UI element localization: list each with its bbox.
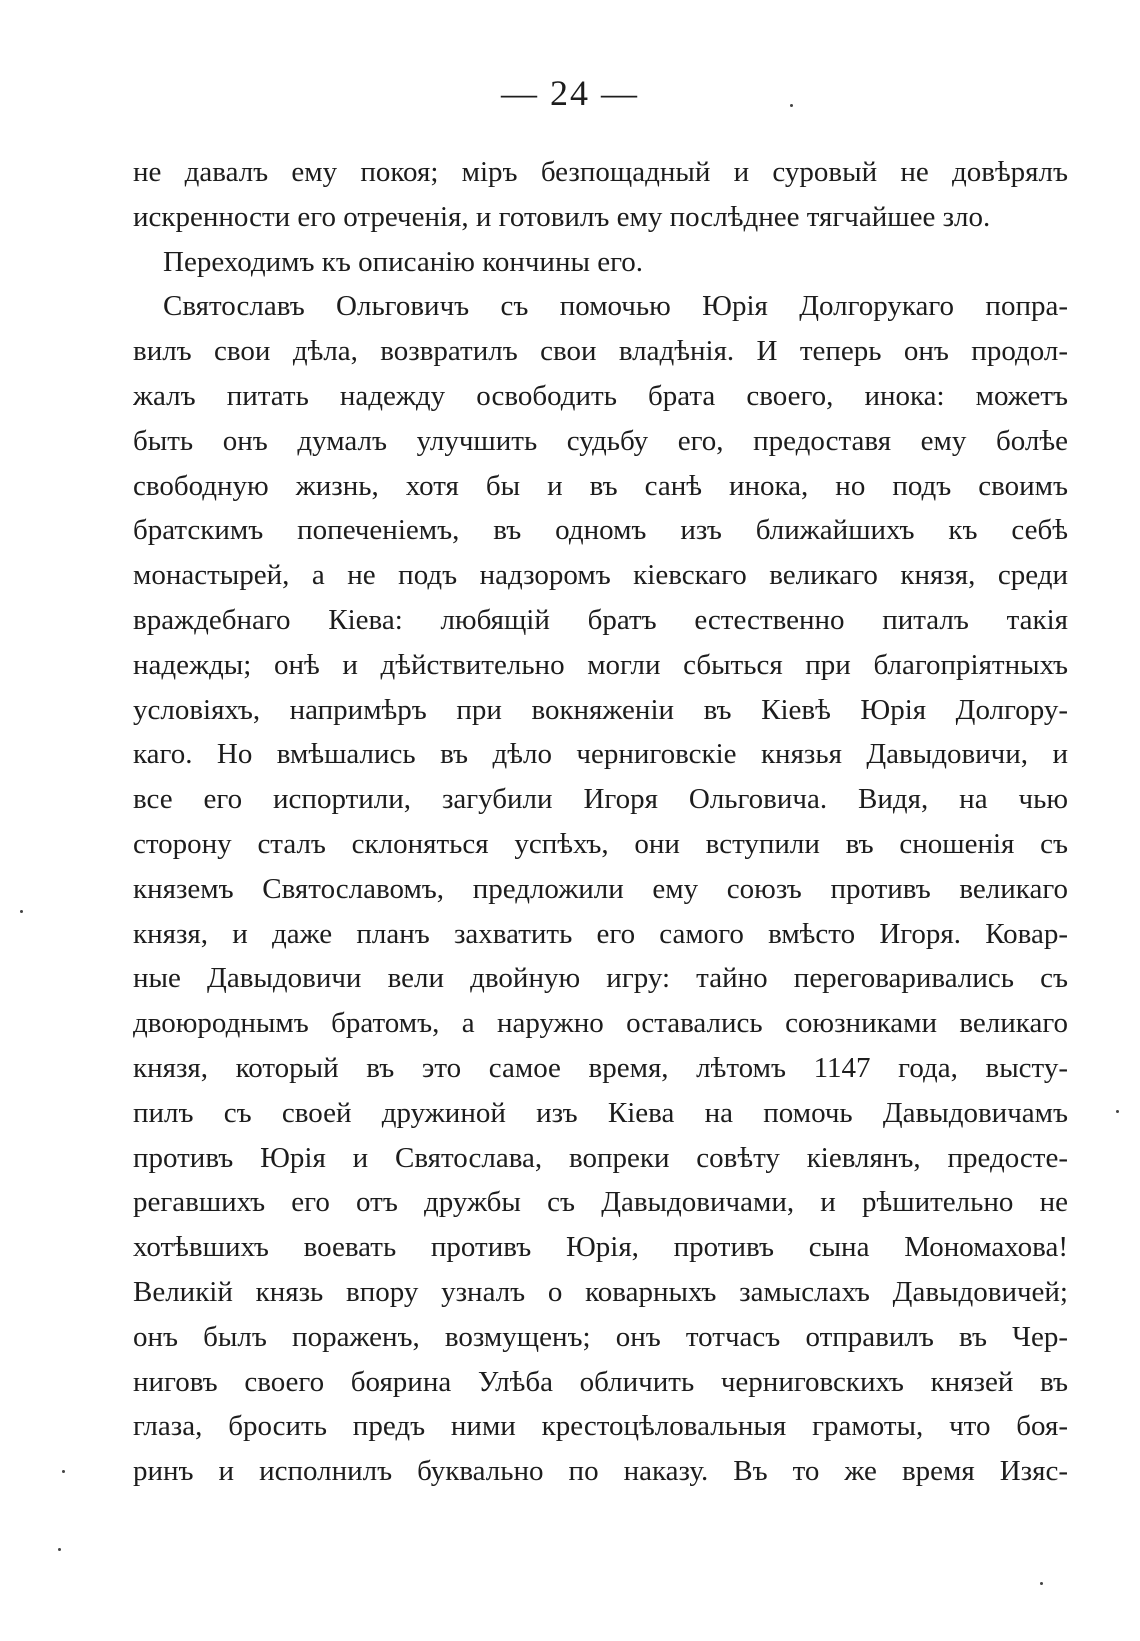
text-line: все его испортили, загубили Игоря Ольговича. Видя, на чью <box>133 783 1068 816</box>
page-number: — 24 — <box>501 73 639 113</box>
text-line: каго. Но вмѣшались въ дѣло черниговскіе князья Давыдовичи, и <box>133 738 1068 771</box>
text-line: ниговъ своего боярина Улѣба обличить черниговскихъ князей въ <box>133 1365 1068 1398</box>
text-line: глаза, бросить предъ ними крестоцѣловальныя грамоты, что боя- <box>133 1410 1068 1443</box>
text-line: условіяхъ, напримѣръ при вокняженіи въ Кіевѣ Юрія Долгору- <box>133 693 1068 726</box>
text-line: князя, и даже планъ захватить его самого вмѣсто Игоря. Ковар- <box>133 917 1068 950</box>
text-line: искренности его отреченія, и готовилъ ему послѣднее тягчайшее зло. <box>133 200 991 233</box>
text-line: ринъ и исполнилъ буквально по наказу. Въ то же время Изяс- <box>133 1455 1068 1488</box>
body-text <box>133 150 1068 1494</box>
text-line: братскимъ попеченіемъ, въ одномъ изъ ближайшихъ къ себѣ <box>133 514 1068 547</box>
text-line: свободную жизнь, хотя бы и въ санѣ инока, но подъ своимъ <box>133 469 1068 502</box>
scan-speck <box>58 1548 61 1551</box>
text-line: Святославъ Ольговичъ съ помочью Юрія Долгорукаго попра- <box>163 290 1068 323</box>
scan-speck <box>1116 1110 1119 1113</box>
text-line: монастырей, а не подъ надзоромъ кіевскаго великаго князя, среди <box>133 559 1068 592</box>
text-line: двоюроднымъ братомъ, а наружно оставались союзниками великаго <box>133 1007 1068 1040</box>
paragraph-2 <box>133 240 1068 285</box>
scan-speck <box>1040 1582 1043 1585</box>
text-line: пилъ съ своей дружиной изъ Кіева на помочь Давыдовичамъ <box>133 1096 1068 1129</box>
text-line: сторону сталъ склоняться успѣхъ, они вступили въ сношенія съ <box>133 827 1068 860</box>
text-line: жалъ питать надежду освободить брата своего, инока: можетъ <box>133 379 1068 412</box>
paragraph-1 <box>133 150 1068 240</box>
text-line: князя, который въ это самое время, лѣтомъ 1147 года, высту- <box>133 1051 1068 1084</box>
text-line: враждебнаго Кіева: любящій братъ естественно питалъ такія <box>133 603 1068 636</box>
paragraph-3 <box>133 284 1068 1494</box>
scan-speck <box>20 910 23 913</box>
text-line: Переходимъ къ описанію кончины его. <box>163 245 643 278</box>
text-line: противъ Юрія и Святослава, вопреки совѣту кіевлянъ, предосте- <box>133 1141 1068 1174</box>
text-line: онъ былъ пораженъ, возмущенъ; онъ тотчасъ отправилъ въ Чер- <box>133 1320 1068 1353</box>
text-line: надежды; онѣ и дѣйствительно могли сбыться при благопріятныхъ <box>133 648 1068 681</box>
text-line: регавшихъ его отъ дружбы съ Давыдовичами, и рѣшительно не <box>133 1186 1068 1219</box>
text-line: вилъ свои дѣла, возвратилъ свои владѣнія. И теперь онъ продол- <box>133 335 1068 368</box>
text-line: княземъ Святославомъ, предложили ему союзъ противъ великаго <box>133 872 1068 905</box>
text-line: ные Давыдовичи вели двойную игру: тайно переговаривались съ <box>133 962 1068 995</box>
text-line: хотѣвшихъ воевать противъ Юрія, противъ сына Мономахова! <box>133 1231 1068 1264</box>
scan-speck <box>790 104 793 107</box>
scan-speck <box>62 1470 65 1473</box>
text-line: не давалъ ему покоя; міръ безпощадный и суровый не довѣрялъ <box>133 156 1068 188</box>
text-line: быть онъ думалъ улучшить судьбу его, предоставя ему болѣе <box>133 424 1068 457</box>
text-line: Великій князь впору узналъ о коварныхъ замыслахъ Давыдовичей; <box>133 1275 1068 1308</box>
